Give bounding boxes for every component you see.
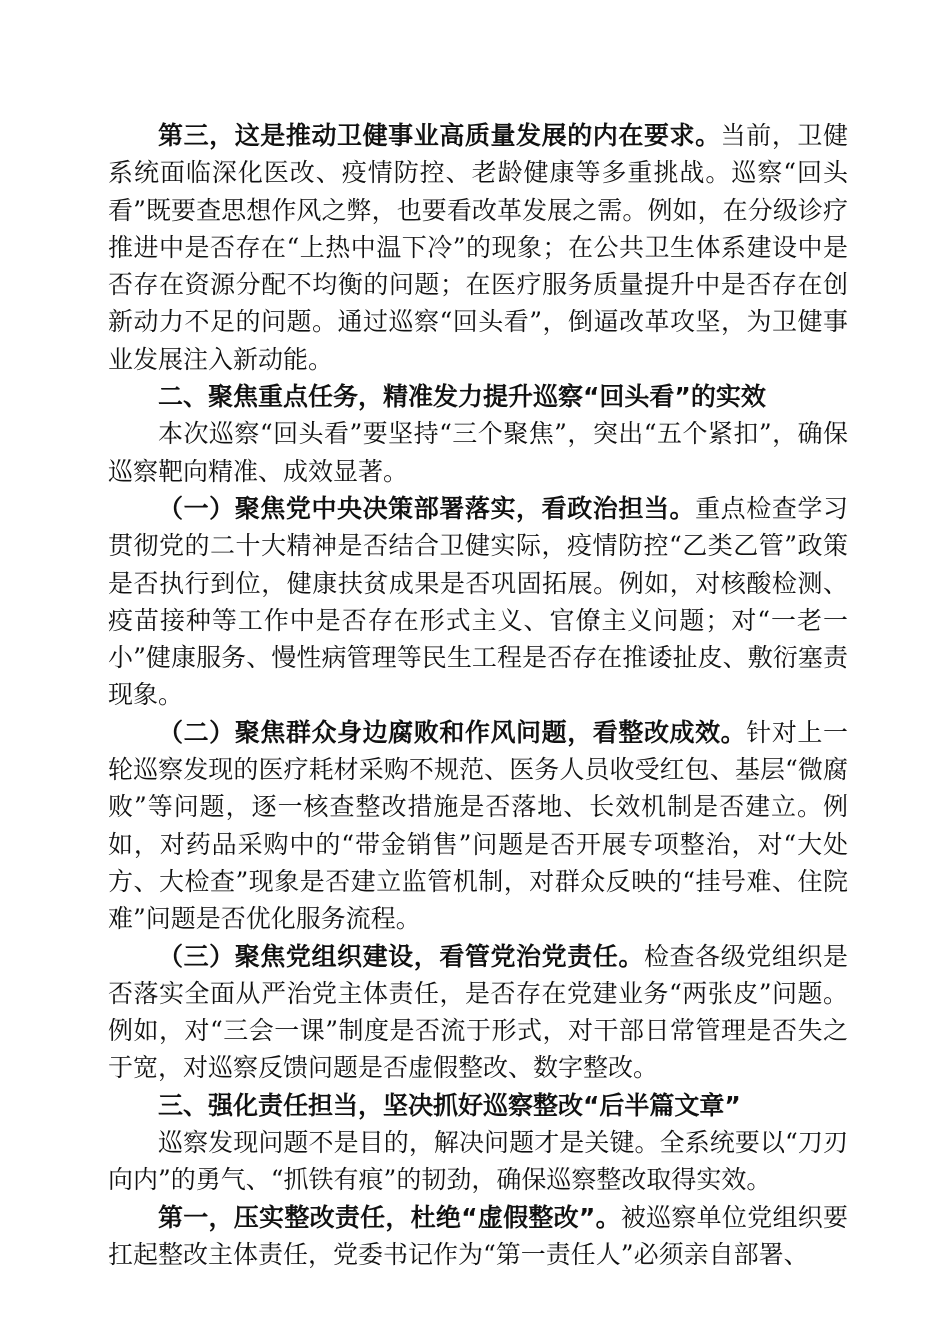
- paragraph-focus-1: [108, 490, 848, 714]
- paragraph-body: 针对上一轮巡察发现的医疗耗材采购不规范、医务人员收受红包、基层“微腐败”等问题，逐一核查整改措施是否落地、长效机制是否建立。例如，对药品采购中的“带金销售”问题是否开展专项整治，对“大处方、大检查”现象是否建立监管机制，对群众反映的“挂号难、住院难”问题是否优化服务流程。: [108, 717, 848, 934]
- document-page: [108, 117, 848, 1273]
- paragraph-focus-3: [108, 938, 848, 1087]
- paragraph-lead: 第三，这是推动卫健事业高质量发展的内在要求。: [158, 121, 721, 150]
- paragraph-intro-focus: 本次巡察“回头看”要坚持“三个聚焦”，突出“五个紧扣”，确保巡察靶向精准、成效显著。: [108, 419, 848, 486]
- paragraph-body: 当前，卫健系统面临深化医改、疫情防控、老龄健康等多重挑战。巡察“回头看”既要查思想作风之弊，也要看改革发展之需。例如，在分级诊疗推进中是否存在“上热中温下冷”的现象；在公共卫生体系建设中是否存在资源分配不均衡的问题；在医疗服务质量提升中是否存在创新动力不足的问题。通过巡察“回头看”，倒逼改革攻坚，为卫健事业发展注入新动能。: [108, 121, 848, 374]
- paragraph-lead: （一）聚焦党中央决策部署落实，看政治担当。: [158, 493, 696, 523]
- paragraph-lead: （二）聚焦群众身边腐败和作风问题，看整改成效。: [158, 717, 747, 747]
- paragraph-third-requirement: [108, 117, 848, 378]
- paragraph-intro-rectification: 巡察发现问题不是目的，解决问题才是关键。全系统要以“刀刃向内”的勇气、“抓铁有痕”的韧劲，确保巡察整改取得实效。: [108, 1128, 848, 1195]
- section-heading-3: 三、强化责任担当，坚决抓好巡察整改“后半篇文章”: [158, 1090, 741, 1120]
- section-heading-2: 二、聚焦重点任务，精准发力提升巡察“回头看”的实效: [158, 382, 766, 412]
- paragraph-focus-2: [108, 714, 848, 938]
- paragraph-body: 被巡察单位党组织要扛起整改主体责任，党委书记作为“第一责任人”必须亲自部署、: [108, 1202, 848, 1269]
- paragraph-lead: （三）聚焦党组织建设，看管党治党责任。: [158, 941, 644, 971]
- paragraph-body: 检查各级党组织是否落实全面从严治党主体责任，是否存在党建业务“两张皮”问题。例如，对“三会一课”制度是否流于形式，对干部日常管理是否失之于宽，对巡察反馈问题是否虚假整改、数字整改。: [108, 941, 848, 1083]
- paragraph-rectification-1: [108, 1199, 848, 1274]
- paragraph-body: 重点检查学习贯彻党的二十大精神是否结合卫健实际，疫情防控“乙类乙管”政策是否执行到位，健康扶贫成果是否巩固拓展。例如，对核酸检测、疫苗接种等工作中是否存在形式主义、官僚主义问题；对“一老一小”健康服务、慢性病管理等民生工程是否存在推诿扯皮、敷衍塞责现象。: [108, 493, 848, 710]
- paragraph-lead: 第一，压实整改责任，杜绝“虚假整改”。: [158, 1202, 621, 1232]
